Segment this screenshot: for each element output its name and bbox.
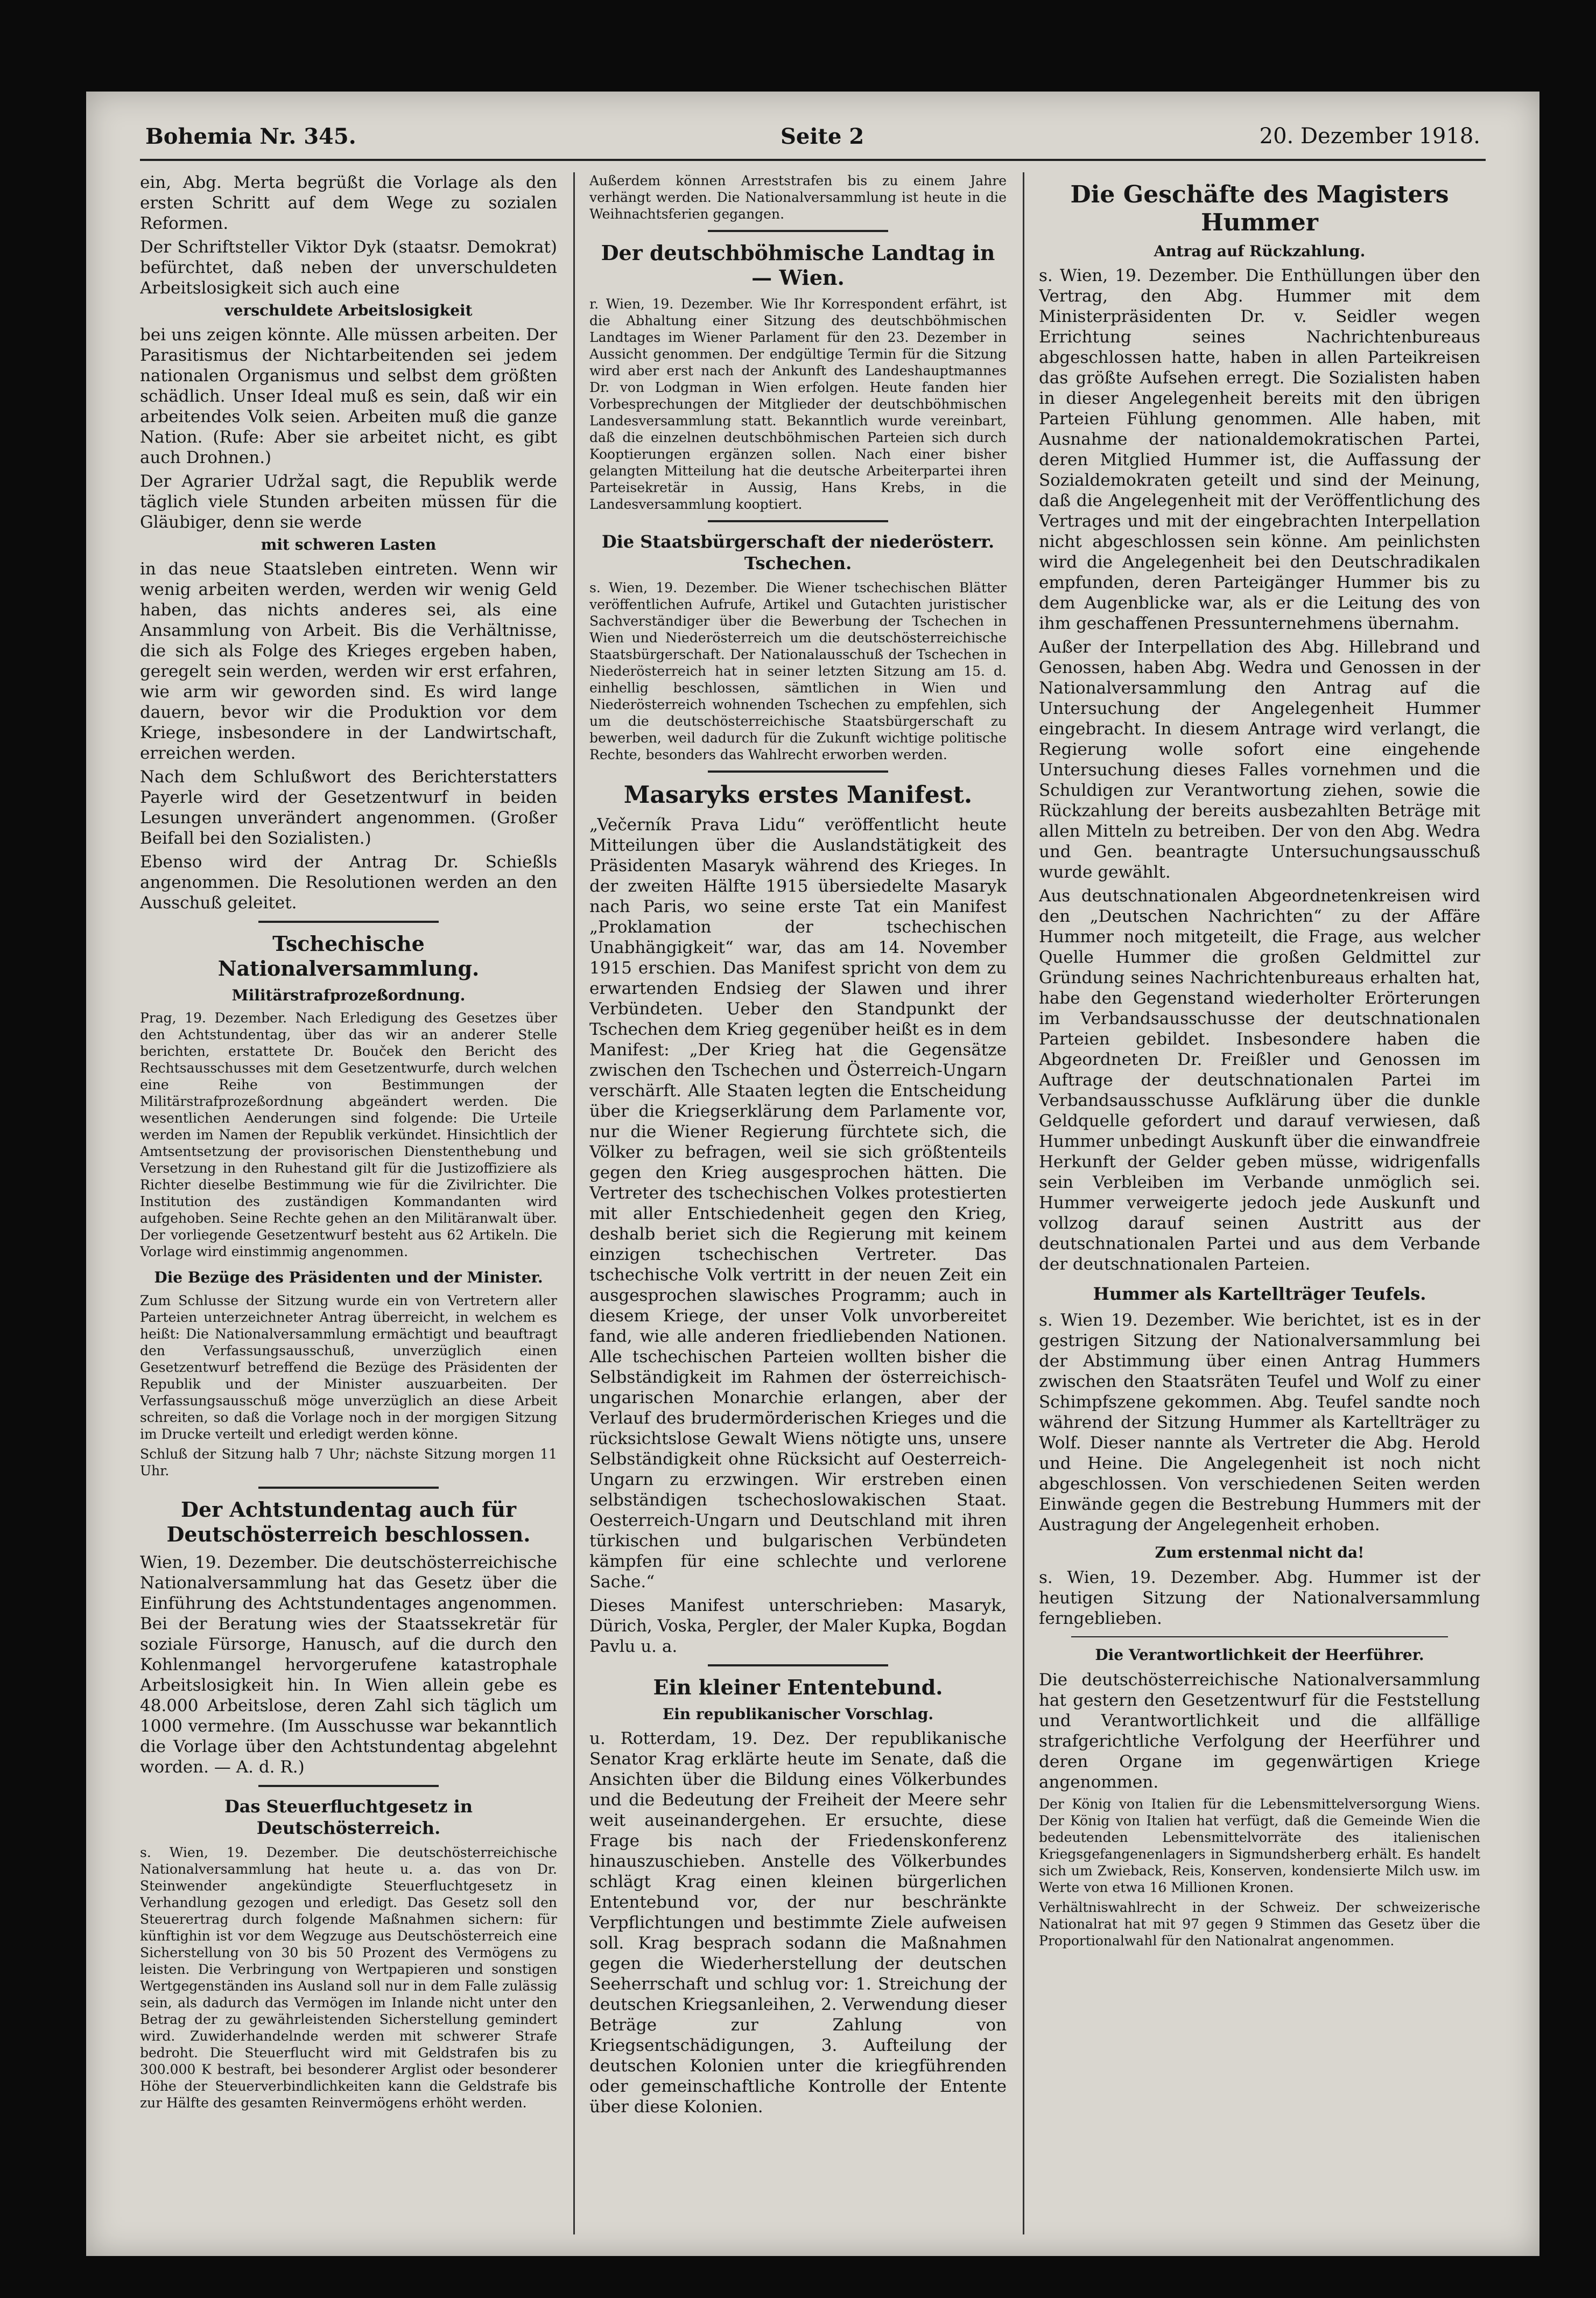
paragraph: s. Wien, 19. Dezember. Die Enthüllungen über den Vertrag, den Abg. Hummer mit dem Ministerpräsidenten Dr. v. Seidler wegen Errichtung seines Nachrichtenbureaus abgeschlossen hatte, haben in allen Parteikreisen das größte Aufsehen erregt. Die Sozialisten haben in dieser Angelegenheit bereits mit den übrigen Parteien Fühlung genommen. Alle haben, mit Ausnahme der nationaldemokratischen Partei, deren Mitglied Hummer ist, die Auffassung der Sozialdemokraten geteilt und sind der Meinung, daß die Angelegenheit mit der Veröffentlichung des Vertrages und mit der eingebrachten Interpellation nicht abgeschlossen sein könne. Am peinlichsten wird die Angelegenheit bei den Deutschradikalen empfunden, deren Parteigänger Hummer bis zu dem Augenblicke war, als er die Leitung des von ihm geschaffenen Pressunternehmens übernahm.	[1039, 266, 1480, 633]
article-subheadline: Ein republikanischer Vorschlag.	[662, 1705, 934, 1723]
article-headline: Der deutschböhmische Landtag in — Wien.	[601, 241, 995, 290]
paragraph: Schluß der Sitzung halb 7 Uhr; nächste Sitzung morgen 11 Uhr.	[140, 1446, 557, 1479]
paragraph: Der Agrarier Udržal sagt, die Republik werde täglich viele Stunden arbeiten müssen für die Gläubiger, denn sie werde	[140, 472, 557, 532]
paragraph: r. Wien, 19. Dezember. Wie Ihr Korrespondent erfährt, ist die Abhaltung einer Sitzung des deutschböhmischen Landtages im Wiener Parlament für den 23. Dezember in Aussicht genommen. Der endgültige Termin für die Sitzung wird aber erst nach der Ankunft des Landeshauptmannes Dr. von Lodgman in Wien erfolgen. Heute fanden hier Vorbesprechungen der Mitglieder der deutschböhmischen Landesversammlung statt. Bekanntlich wurde vereinbart, daß die einzelnen deutschböhmischen Parteien sich durch Kooptierungen ergänzen sollen. Nach einer bisher gelangten Mitteilung hat die deutsche Arbeiterpartei ihren Parteisekretär in Aussig, Hans Krebs, in die Landesversammlung kooptiert.	[589, 296, 1007, 512]
header-date: 20. Dezember 1918.	[1259, 124, 1480, 149]
header-issue: Bohemia Nr. 345.	[145, 124, 356, 149]
divider	[708, 230, 888, 232]
paragraph: Verhältniswahlrecht in der Schweiz. Der schweizerische Nationalrat hat mit 97 gegen 9 Stimmen das Gesetz über die Proportionalwahl für den Nationalrat angenommen.	[1039, 1900, 1480, 1949]
paragraph: Außer der Interpellation des Abg. Hillebrand und Genossen, haben Abg. Wedra und Genossen in der Nationalversammlung den Antrag auf die Untersuchung der Angelegenheit Hummer eingebracht. In diesem Antrage wird verlangt, die Regierung wolle sofort eine eingehende Untersuchung dieses Falles vornehmen und die Schuldigen zur Verantwortung ziehen, sowie die Rückzahlung der bereits ausbezahlten Beträge mit allen Mitteln zu betreiben. Der von den Abg. Wedra und Gen. beantragte Untersuchungsausschuß wurde gewählt.	[1039, 637, 1480, 882]
column-divider	[573, 172, 575, 2234]
divider	[258, 921, 439, 923]
article-headline: Die Staatsbürgerschaft der niederösterr. Tschechen.	[601, 531, 995, 573]
paragraph: Der König von Italien für die Lebensmittelversorgung Wiens. Der König von Italien hat verfügt, daß die Gemeinde Wien die bedeutenden Lebensmittelvorräte des italienischen Kriegsgefangenenlagers in Sigmundsherberg erhält. Es handelt sich um Zwieback, Reis, Konserven, kondensierte Milch usw. im Werte von etwa 16 Millionen Kronen.	[1039, 1796, 1480, 1895]
subheading: verschuldete Arbeitslosigkeit	[224, 302, 473, 319]
column-1	[140, 172, 557, 2234]
column-divider	[1023, 172, 1024, 2234]
paragraph: Prag, 19. Dezember. Nach Erledigung des Gesetzes über den Achtstundentag, über das wir an anderer Stelle berichten, erstattete Dr. Bouček den Bericht des Rechtsausschusses mit dem Gesetzentwurfe, durch welchen eine Reihe von Bestimmungen der Militärstrafprozeßordnung abgeändert werden. Die wesentlichen Aenderungen sind folgende: Die Urteile werden im Namen der Republik verkündet. Hinsichtlich der Amtsentsetzung der provisorischen Dienstenthebung und Versetzung in den Ruhestand gilt für die Justizoffiziere als Richter dieselbe Bestimmung wie für die Zivilrichter. Die Institution des zuständigen Kommandanten wird aufgehoben. Seine Rechte gehen an den Militäranwalt über. Der vorliegende Gesetzentwurf besteht aus 62 Artikeln. Die Vorlage wird einstimmig angenommen.	[140, 1010, 557, 1259]
divider	[258, 1785, 439, 1787]
paragraph: Dieses Manifest unterschrieben: Masaryk, Dürich, Voska, Pergler, der Maler Kupka, Bogdan Pavlu u. a.	[589, 1596, 1007, 1656]
paragraph: Aus deutschnationalen Abgeordnetenkreisen wird den „Deutschen Nachrichten“ zu der Affäre Hummer noch mitgeteilt, die Frage, aus welcher Quelle Hummer die großen Geldmittel zur Gründung seines Nachrichtenbureaus erhalten hat, habe den Gegenstand wiederholter Erörterungen im Verbandsausschusse der deutschnationalen Parteien gebildet. Insbesondere haben die Abgeordneten Dr. Freißler und Genossen im Auftrage der deutschnationalen Partei im Verbandsausschusse Aufklärung über die dunkle Geldquelle gefordert und darauf verwiesen, daß Hummer unbedingt Auskunft über die einwandfreie Herkunft der Gelder geben müsse, widrigenfalls sein Verbleiben im Verbande unmöglich sei. Hummer verweigerte jedoch jede Auskunft und vollzog darauf seinen Austritt aus der deutschnationalen Partei und aus dem Verbande der deutschnationalen Parteien.	[1039, 886, 1480, 1274]
article-headline: Das Steuerfluchtgesetz in Deutschösterreich.	[224, 1796, 473, 1838]
paragraph: Ebenso wird der Antrag Dr. Schießls angenommen. Die Resolutionen werden an den Ausschuß geleitet.	[140, 852, 557, 913]
paragraph: Zum Schlusse der Sitzung wurde ein von Vertretern aller Parteien unterzeichneter Antrag überreicht, in welchem es heißt: Die Nationalversammlung ermächtigt und beauftragt den Verfassungsausschuß, unverzüglich einen Gesetzentwurf betreffend die Bezüge des Präsidenten der Republik und der Minister auszuarbeiten. Der Verfassungsausschuß möge unverzüglich an diese Arbeit schreiten, so daß die Vorlage noch in der morgigen Sitzung im Drucke verteilt und erledigt werden könne.	[140, 1293, 557, 1442]
paragraph: Die deutschösterreichische Nationalversammlung hat gestern den Gesetzentwurf für die Feststellung und Verantwortlichkeit und die allfällige strafgerichtliche Verfolgung der Heerführer und deren Organe im gegenwärtigen Kriege angenommen.	[1039, 1670, 1480, 1792]
column-2	[589, 172, 1007, 2234]
paragraph: s. Wien 19. Dezember. Wie berichtet, ist es in der gestrigen Sitzung der Nationalversammlung bei der Abstimmung über einen Antrag Hummers zwischen den Staatsräten Teufel und Wolf zu einer Schimpfszene gekommen. Abg. Teufel sandte noch während der Sitzung Hummer als Kartellträger zu Wolf. Dieser nannte als Vertreter die Abg. Herold und Heine. Die Angelegenheit ist noch nicht abgeschlossen. Von verschiedenen Seiten werden Einwände gegen die Bestrebung Hummers mit der Austragung der Angelegenheit erhoben.	[1039, 1311, 1480, 1535]
article-headline: Hummer als Kartellträger Teufels.	[1093, 1284, 1426, 1304]
column-3	[1039, 172, 1480, 2234]
paragraph: „Večerník Prava Lidu“ veröffentlicht heute Mitteilungen über die Auslandstätigkeit des Präsidenten Masaryk während des Krieges. In der zweiten Hälfte 1915 übersiedelte Masaryk nach Paris, wo seine erste Tat ein Manifest „Proklamation der tschechischen Unabhängigkeit“ war, das am 14. November 1915 erschien. Das Manifest spricht von dem zu erwartenden Endsieg der Slawen und ihrer Verbündeten. Ueber den Standpunkt der Tschechen dem Krieg gegenüber heißt es in dem Manifest: „Der Krieg hat die Gegensätze zwischen den Tschechen und Österreich-Ungarn verschärft. Alle Staaten legten die Entscheidung über die Kriegserklärung dem Parlamente vor, nur die Wiener Regierung fürchtete sich, die Völker zu befragen, weil sie sich größtenteils gegen den Krieg ausgesprochen hätten. Die Vertreter des tschechischen Volkes protestierten mit aller Entschiedenheit gegen den Krieg, deshalb beriet sich die Regierung mit keinem einzigen tschechischen Vertreter. Das tschechische Volk vertritt in der neuen Zeit ein ausgesprochen slawisches Programm; auch in diesem Kriege, der unser Volk unvorbereitet fand, wie alle anderen friedliebenden Nationen. Alle tschechischen Parteien wollten bisher die Selbständigkeit im Rahmen der österreichisch-ungarischen Monarchie erlangen, aber der Verlauf des brudermörderischen Krieges und die rücksichtslose Gewalt Wiens nötigte uns, unsere Selbständigkeit ohne Rücksicht auf Oesterreich-Ungarn zu erzwingen. Wir erstreben einen selbständigen tschechoslowakischen Staat. Oesterreich-Ungarn und Deutschland mit ihren türkischen und bulgarischen Verbündeten kämpfen für eine schlechte und verlorene Sache.“	[589, 815, 1007, 1592]
article-headline: Zum erstenmal nicht da!	[1155, 1544, 1365, 1561]
article-headline: Die Bezüge des Präsidenten und der Minister.	[154, 1269, 543, 1286]
paragraph: s. Wien, 19. Dezember. Die deutschösterreichische Nationalversammlung hat heute u. a. das von Dr. Steinwender angekündigte Steuerfluchtgesetz in Verhandlung gezogen und erledigt. Das Gesetz soll den Steuerertrag durch folgende Maßnahmen sichern: für künftighin ist vor dem Wegzuge aus Deutschösterreich eine Sicherstellung von 30 bis 50 Prozent des Vermögens zu leisten. Die Verbringung von Wertpapieren und sonstigen Wertgegenständen ins Ausland soll nur in dem Falle zulässig sein, als dadurch das Vermögen im Inlande nicht unter den Betrag der zu gewährleistenden Sicherstellung gemindert wird. Zuwiderhandelnde werden mit schwerer Strafe bedroht. Die Steuerflucht wird mit Geldstrafen bis zu 300.000 K bestraft, bei besonderer Arglist oder besonderer Höhe der Steuerverbindlichkeiten kann die Geldstrafe bis zur Hälfte des gesamten Reinvermögens erhöht werden.	[140, 1845, 557, 2111]
article-headline: Tschechische Nationalversammlung.	[217, 931, 480, 980]
newspaper-page	[86, 92, 1539, 2256]
paragraph: u. Rotterdam, 19. Dez. Der republikanische Senator Krag erklärte heute im Senate, daß die Ansichten über die Bildung eines Völkerbundes und die Bedeutung der Freiheit der Meere sehr weit auseinandergehen. Er ersuchte, diese Frage bis nach der Friedenskonferenz hinauszuschieben. Anstelle des Völkerbundes schlägt Krag einen kleinen bürgerlichen Ententebund vor, der nur beschränkte Verpflichtungen und bestimmte Ziele aufweisen soll. Krag besprach sodann die Maßnahmen gegen die Wiederherstellung der deutschen Seeherrschaft und schlug vor: 1. Streichung der deutschen Kriegsanleihen, 2. Verwendung dieser Beträge zur Zahlung von Kriegsentschädigungen, 3. Aufteilung der deutschen Kolonien unter die kriegführenden oder gemeinschaftliche Kontrolle der Entente über diese Kolonien.	[589, 1729, 1007, 2117]
divider	[708, 1664, 888, 1666]
paragraph: Der Schriftsteller Viktor Dyk (staatsr. Demokrat) befürchtet, daß neben der unverschuldeten Arbeitslosigkeit sich auch eine	[140, 237, 557, 298]
paragraph: Wien, 19. Dezember. Die deutschösterreichische Nationalversammlung hat das Gesetz über die Einführung des Achtstundentages angenommen. Bei der Beratung wies der Staatssekretär für soziale Fürsorge, Hanusch, auf die durch den Kohlenmangel hervorgerufene katastrophale Arbeitslosigkeit hin. In Wien allein gebe es 48.000 Arbeitslose, deren Zahl sich täglich um 1000 vermehre. (Im Ausschusse war bekanntlich die Vorlage über den Achtstundentag abgelehnt worden. — A. d. R.)	[140, 1553, 557, 1777]
paragraph: s. Wien, 19. Dezember. Abg. Hummer ist der heutigen Sitzung der Nationalversammlung ferngeblieben.	[1039, 1568, 1480, 1628]
article-headline: Die Geschäfte des Magisters Hummer	[1070, 181, 1449, 236]
paragraph: ein, Abg. Merta begrüßt die Vorlage als den ersten Schritt auf dem Wege zu sozialen Reformen.	[140, 173, 557, 233]
article-headline: Der Achtstundentag auch für Deutschösterreich beschlossen.	[166, 1497, 531, 1546]
article-subheadline: Antrag auf Rückzahlung.	[1154, 242, 1366, 260]
divider	[258, 1487, 439, 1489]
paragraph: Nach dem Schlußwort des Berichterstatters Payerle wird der Gesetzentwurf in beiden Lesungen unverändert angenommen. (Großer Beifall bei den Sozialisten.)	[140, 767, 557, 848]
divider	[708, 520, 888, 522]
divider	[1071, 1636, 1448, 1637]
paragraph: bei uns zeigen könnte. Alle müssen arbeiten. Der Parasitismus der Nichtarbeitenden sei jedem nationalen Organismus und selbst dem größten schädlich. Unser Ideal muß es sein, daß wir ein arbeitendes Volk seien. Arbeiten muß die ganze Nation. (Rufe: Aber sie arbeitet nicht, es gibt auch Drohnen.)	[140, 325, 557, 467]
article-headline: Die Verantwortlichkeit der Heerführer.	[1095, 1646, 1424, 1664]
paragraph: s. Wien, 19. Dezember. Die Wiener tschechischen Blätter veröffentlichen Aufrufe, Artikel und Gutachten juristischer Sachverständiger über die Bewerbung der Tschechen in Wien und Niederösterreich um die deutschösterreichische Staatsbürgerschaft. Der Nationalausschuß der Tschechen in Niederösterreich hat in seiner letzten Sitzung am 15. d. einhellig beschlossen, sämtlichen in Wien und Niederösterreich wohnenden Tschechen zu empfehlen, sich um die deutschösterreichische Staatsbürgerschaft zu bewerben, weil dadurch für die Zukunft wichtige politische Rechte, besonders das Wahlrecht erworben werden.	[589, 580, 1007, 762]
subheading: mit schweren Lasten	[261, 536, 437, 554]
paragraph: Außerdem können Arreststrafen bis zu einem Jahre verhängt werden. Die Nationalversammlung ist heute in die Weihnachtsferien gegangen.	[589, 173, 1007, 222]
page-header	[145, 124, 1480, 162]
paragraph: in das neue Staatsleben eintreten. Wenn wir wenig arbeiten werden, werden wir wenig Geld haben, das nichts anderes sei, als eine Ansammlung von Arbeit. Bis die Verhältnisse, die sich als Folge des Krieges ergeben haben, geregelt sein werden, werden wir erst erfahren, wie arm wir geworden sind. Es wird lange dauern, bevor wir die Produktion vor dem Kriege, insbesondere in der Landwirtschaft, erreichen werden.	[140, 559, 557, 763]
article-subheadline: Militärstrafprozeßordnung.	[231, 986, 466, 1004]
header-rule	[140, 159, 1486, 161]
article-headline: Ein kleiner Ententebund.	[653, 1675, 943, 1699]
header-page: Seite 2	[781, 124, 864, 149]
article-headline: Masaryks erstes Manifest.	[623, 781, 973, 809]
divider	[708, 770, 888, 773]
